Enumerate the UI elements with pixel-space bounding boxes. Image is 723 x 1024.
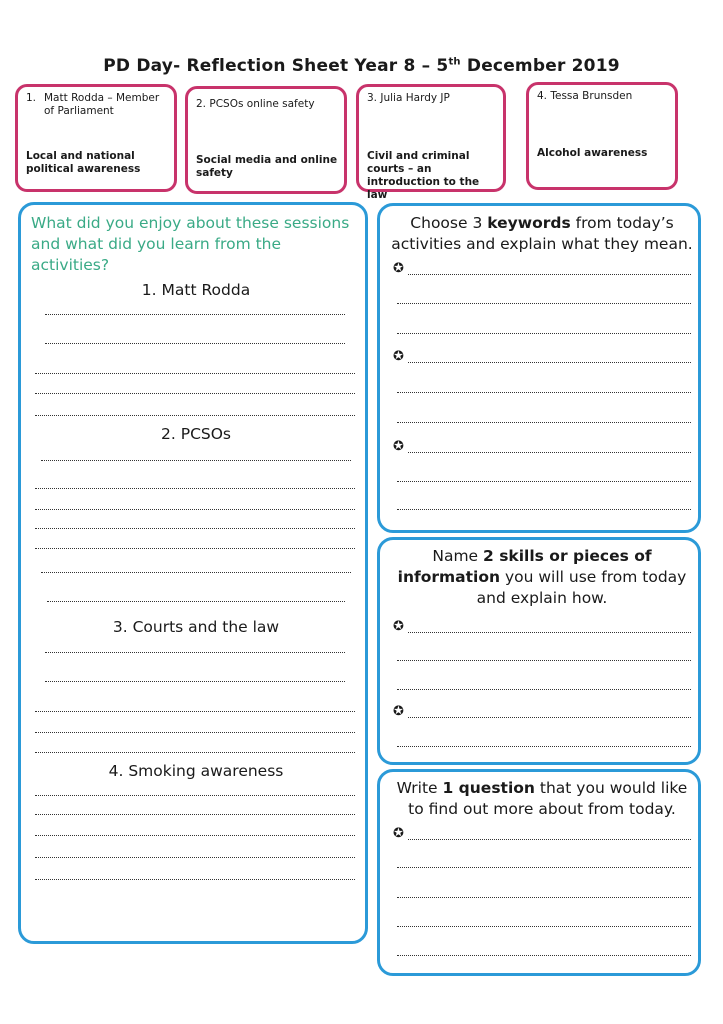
answer-line[interactable] xyxy=(397,392,691,393)
answer-line[interactable] xyxy=(408,452,691,453)
answer-line[interactable] xyxy=(35,752,355,753)
answer-line[interactable] xyxy=(35,488,355,489)
reflection-panel xyxy=(18,202,368,944)
section-heading-4: 4. Smoking awareness xyxy=(108,762,284,780)
answer-line[interactable] xyxy=(35,711,355,712)
answer-line[interactable] xyxy=(35,528,355,529)
star-bullet-icon: ✪ xyxy=(393,349,404,364)
section-heading-2: 2. PCSOs xyxy=(161,425,231,443)
reflection-prompt: What did you enjoy about these sessions and what did you learn from the activities? xyxy=(31,214,350,274)
answer-line[interactable] xyxy=(408,632,691,633)
presenter-box-1: 1. Matt Rodda – Member of Parliament Local and national political awareness xyxy=(15,84,177,192)
keywords-prompt: Choose 3 keywords from today’s activities and explain what they mean. xyxy=(391,214,693,253)
star-bullet-icon: ✪ xyxy=(393,261,404,276)
answer-line[interactable] xyxy=(35,814,355,815)
answer-line[interactable] xyxy=(397,926,691,927)
answer-line[interactable] xyxy=(41,460,351,461)
section-heading-1: 1. Matt Rodda xyxy=(141,281,251,299)
answer-line[interactable] xyxy=(45,652,345,653)
answer-line[interactable] xyxy=(397,660,691,661)
answer-line[interactable] xyxy=(35,509,355,510)
star-bullet-icon: ✪ xyxy=(393,439,404,454)
answer-line[interactable] xyxy=(35,879,355,880)
answer-line[interactable] xyxy=(397,509,691,510)
answer-line[interactable] xyxy=(35,373,355,374)
answer-line[interactable] xyxy=(35,732,355,733)
answer-line[interactable] xyxy=(45,681,345,682)
answer-line[interactable] xyxy=(35,835,355,836)
answer-line[interactable] xyxy=(408,274,691,275)
answer-line[interactable] xyxy=(41,572,351,573)
presenter-box-2: 2. PCSOs online safety Social media and online safety xyxy=(185,86,347,194)
star-bullet-icon: ✪ xyxy=(393,704,404,719)
section-heading-3: 3. Courts and the law xyxy=(112,618,280,636)
answer-line[interactable] xyxy=(408,362,691,363)
question-prompt: Write 1 question that you would like to find out more about from today. xyxy=(396,779,688,818)
answer-line[interactable] xyxy=(397,897,691,898)
answer-line[interactable] xyxy=(397,422,691,423)
answer-line[interactable] xyxy=(35,548,355,549)
answer-line[interactable] xyxy=(397,867,691,868)
answer-line[interactable] xyxy=(35,415,355,416)
answer-line[interactable] xyxy=(45,314,345,315)
answer-line[interactable] xyxy=(408,839,691,840)
answer-line[interactable] xyxy=(397,955,691,956)
answer-line[interactable] xyxy=(45,343,345,344)
star-bullet-icon: ✪ xyxy=(393,619,404,634)
answer-line[interactable] xyxy=(47,601,345,602)
skills-prompt: Name 2 skills or pieces of information you will use from today and explain how. xyxy=(397,547,687,607)
star-bullet-icon: ✪ xyxy=(393,826,404,841)
answer-line[interactable] xyxy=(397,303,691,304)
question-panel xyxy=(377,769,701,976)
keywords-panel xyxy=(377,203,701,533)
answer-line[interactable] xyxy=(35,795,355,796)
answer-line[interactable] xyxy=(397,333,691,334)
answer-line[interactable] xyxy=(397,481,691,482)
presenter-box-4: 4. Tessa Brunsden Alcohol awareness xyxy=(526,82,678,190)
answer-line[interactable] xyxy=(397,746,691,747)
page-title: PD Day- Reflection Sheet Year 8 – 5th December 2019 xyxy=(103,56,620,76)
answer-line[interactable] xyxy=(35,857,355,858)
answer-line[interactable] xyxy=(397,689,691,690)
skills-panel xyxy=(377,537,701,765)
presenter-box-3: 3. Julia Hardy JP Civil and criminal courts – an introduction to the law xyxy=(356,84,506,192)
answer-line[interactable] xyxy=(408,717,691,718)
answer-line[interactable] xyxy=(35,393,355,394)
